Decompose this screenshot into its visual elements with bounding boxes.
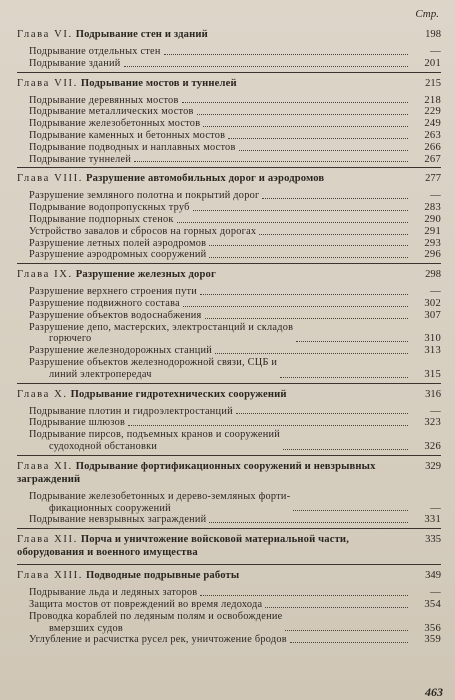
dot-leader [164,54,408,55]
entry-title: Подрывание туннелей [29,153,132,165]
dot-leader [197,114,408,115]
entry-title-continuation: фикационных сооружений [49,502,171,514]
entry-page-number: 218 [424,94,441,106]
chapter-title: Подрывание гидротехнических сооружений [70,388,287,400]
entry-page-number: 302 [424,297,441,309]
entry-title: Разрушение земляного полотна и покрытий дорог [29,190,260,202]
entry-page-number: 356 [424,622,441,634]
entry-page-number: — [430,46,441,57]
toc-entry[interactable] [17,491,441,515]
entry-page-number: 313 [424,345,441,357]
dot-leader [203,126,408,127]
entry-page-number: 291 [424,225,441,237]
toc-entry[interactable] [17,429,441,453]
dot-leader [285,630,408,631]
toc-entry[interactable] [17,587,441,599]
chapter-page-number: 215 [425,77,441,89]
entry-title-continuation: вмерзших судов [49,622,123,634]
chapter-title: Разрушение автомобильных дорог и аэродромов [86,173,325,185]
entry-title: Защита мостов от повреждений во время ледохода [29,598,263,610]
entry-page-number: 266 [424,141,441,153]
chapter-page-number: 335 [425,534,441,546]
toc-entry[interactable] [17,142,441,154]
dot-leader [209,522,408,523]
toc-entry[interactable] [17,226,441,238]
dot-leader [193,210,408,211]
entry-page-number: 267 [424,153,441,165]
entry-title: Подрывание плотин и гидроэлектростанций [29,405,233,417]
dot-leader [177,222,408,223]
toc-entry[interactable] [17,46,441,58]
entry-page-number: 296 [424,249,441,261]
chapter-label: Глава XII. [17,534,78,546]
chapter-label: Глава VI. [17,29,73,40]
dot-leader [228,138,408,139]
toc-entry[interactable] [17,310,441,322]
entry-title: Разрушение летных полей аэродромов [29,237,207,249]
toc-entry[interactable] [17,286,441,298]
entry-title: Подрывание невзрывных заграждений [29,514,207,526]
chapter-title: Подрывание мостов и туннелей [80,77,237,89]
dot-leader [280,377,408,378]
dot-leader [293,510,408,511]
entry-title: Разрушение объектов железнодорожной связи, СЦБ и [29,356,278,368]
toc-entry[interactable] [17,634,441,646]
toc-entry[interactable] [17,322,441,346]
dot-leader [283,449,408,450]
entry-title: Разрушение железнодорожных станций [29,345,213,357]
entry-title: Подрывание железобетонных и дерево-земляных форти- [29,490,291,502]
dot-leader [209,257,408,258]
chapter-page-number: 198 [425,29,441,40]
chapter-heading[interactable] [17,172,441,185]
dot-leader [200,294,408,295]
chapter-section [17,564,441,646]
chapter-page-number: 298 [425,269,441,281]
dot-leader [236,413,408,414]
entry-page-number: 323 [424,417,441,429]
table-of-contents [17,24,441,646]
dot-leader [209,245,408,246]
chapter-section [17,263,441,380]
dot-leader [134,161,408,162]
toc-entry[interactable] [17,298,441,310]
chapter-label: Глава VII. [17,77,78,89]
chapter-title: Порча и уничтожение войсковой материальной части, оборудования и военного имущества [17,534,349,559]
chapter-title: Подрывание фортификационных сооружений и невзрывных заграждений [17,460,376,485]
entry-page-number: 331 [424,514,441,526]
page-column-header: Стр. [415,8,439,20]
chapter-title: Разрушение железных дорог [75,269,216,281]
entry-title: Подрывание металлических мостов [29,106,194,118]
toc-entry[interactable] [17,154,441,166]
entry-title: Проводка кораблей по ледяным полям и освобождение [29,610,283,622]
entry-page-number: — [430,502,441,514]
dot-leader [183,306,408,307]
chapter-page-number: 329 [425,460,441,472]
toc-entry[interactable] [17,95,441,107]
chapter-heading[interactable] [17,268,441,281]
entry-title: Разрушение аэродромных сооружений [29,249,207,261]
entry-page-number: 201 [424,57,441,69]
chapter-page-number: 277 [425,173,441,185]
entry-page-number: — [430,405,441,417]
chapter-heading[interactable] [17,460,441,486]
dot-leader [262,198,408,199]
dot-leader [215,353,408,354]
dot-leader [259,234,408,235]
dot-leader [296,341,408,342]
entry-title: Подрывание льда и ледяных заторов [29,587,198,599]
entry-title: Углубление и расчистка русел рек, уничтожение бродов [29,634,287,646]
entry-page-number: 229 [424,106,441,118]
entry-title: Разрушение объектов водоснабжения [29,309,202,321]
toc-entry[interactable] [17,249,441,261]
entry-title: Разрушение подвижного состава [29,297,180,309]
dot-leader [128,425,408,426]
toc-entry[interactable] [17,345,441,357]
chapter-heading[interactable] [17,28,441,41]
chapter-label: Глава XI. [17,460,73,472]
toc-entry[interactable] [17,202,441,214]
dot-leader [205,318,408,319]
dot-leader [182,102,408,103]
entry-page-number: — [430,286,441,298]
toc-entry[interactable] [17,130,441,142]
dot-leader [290,642,408,643]
toc-entry[interactable] [17,214,441,226]
entry-page-number: 307 [424,309,441,321]
chapter-section [17,528,441,559]
entry-title: Разрушение верхнего строения пути [29,286,198,298]
chapter-page-number: 349 [425,570,441,582]
toc-entry[interactable] [17,406,441,418]
chapter-title: Подводные подрывные работы [86,570,240,582]
chapter-section [17,24,441,70]
entry-title: Подрывание отдельных стен [29,46,161,57]
entry-title: Подрывание деревянных мостов [29,94,179,106]
chapter-label: Глава IX. [17,269,73,281]
entry-title: Устройство завалов и сбросов на горных дорогах [29,225,257,237]
chapter-heading[interactable] [17,569,441,582]
toc-entry[interactable] [17,611,441,635]
toc-entry[interactable] [17,238,441,250]
entry-title-continuation: горючего [49,333,92,345]
toc-entry[interactable] [17,514,441,526]
chapter-section [17,167,441,261]
entry-page-number: 359 [424,634,441,646]
entry-title: Подрывание зданий [29,57,121,69]
toc-entry[interactable] [17,118,441,130]
chapter-section [17,455,441,526]
entry-page-number: 310 [424,333,441,345]
chapter-section [17,72,441,166]
chapter-heading[interactable] [17,533,441,559]
entry-page-number: 326 [424,440,441,452]
entry-page-number: 283 [424,202,441,214]
entry-page-number: 293 [424,237,441,249]
chapter-heading[interactable] [17,77,441,90]
entry-title: Подрывание подводных и наплавных мостов [29,141,236,153]
entry-title: Подрывание шлюзов [29,417,126,429]
chapter-label: Глава VIII. [17,173,84,185]
toc-entry[interactable] [17,106,441,118]
entry-title-continuation: линий электропередач [49,368,152,380]
toc-entry[interactable] [17,190,441,202]
dot-leader [239,150,408,151]
entry-title: Подрывание подпорных стенок [29,213,174,225]
entry-title: Подрывание железобетонных мостов [29,118,201,130]
chapter-label: Глава XIII. [17,570,84,582]
entry-title: Подрывание каменных и бетонных мостов [29,129,226,141]
entry-page-number: — [430,190,441,202]
chapter-page-number: 316 [425,388,441,400]
chapter-label: Глава X. [17,388,68,400]
entry-title: Подрывание пирсов, подъемных кранов и сооружений [29,429,280,441]
entry-page-number: — [430,587,441,599]
page-number: 463 [425,685,443,699]
chapter-heading[interactable] [17,388,441,401]
dot-leader [124,66,408,67]
entry-page-number: 290 [424,213,441,225]
entry-title-continuation: судоходной обстановки [49,440,158,452]
chapter-title: Подрывание стен и зданий [75,29,208,40]
toc-entry[interactable] [17,599,441,611]
toc-entry[interactable] [17,357,441,381]
entry-page-number: 249 [424,118,441,130]
entry-page-number: 263 [424,129,441,141]
entry-page-number: 354 [424,598,441,610]
toc-entry[interactable] [17,58,441,70]
entry-page-number: 315 [424,368,441,380]
entry-title: Подрывание водопропускных труб [29,202,190,214]
dot-leader [200,595,408,596]
toc-entry[interactable] [17,417,441,429]
entry-title: Разрушение депо, мастерских, электростанций и складов [29,321,294,333]
chapter-section [17,383,441,453]
dot-leader [265,607,408,608]
